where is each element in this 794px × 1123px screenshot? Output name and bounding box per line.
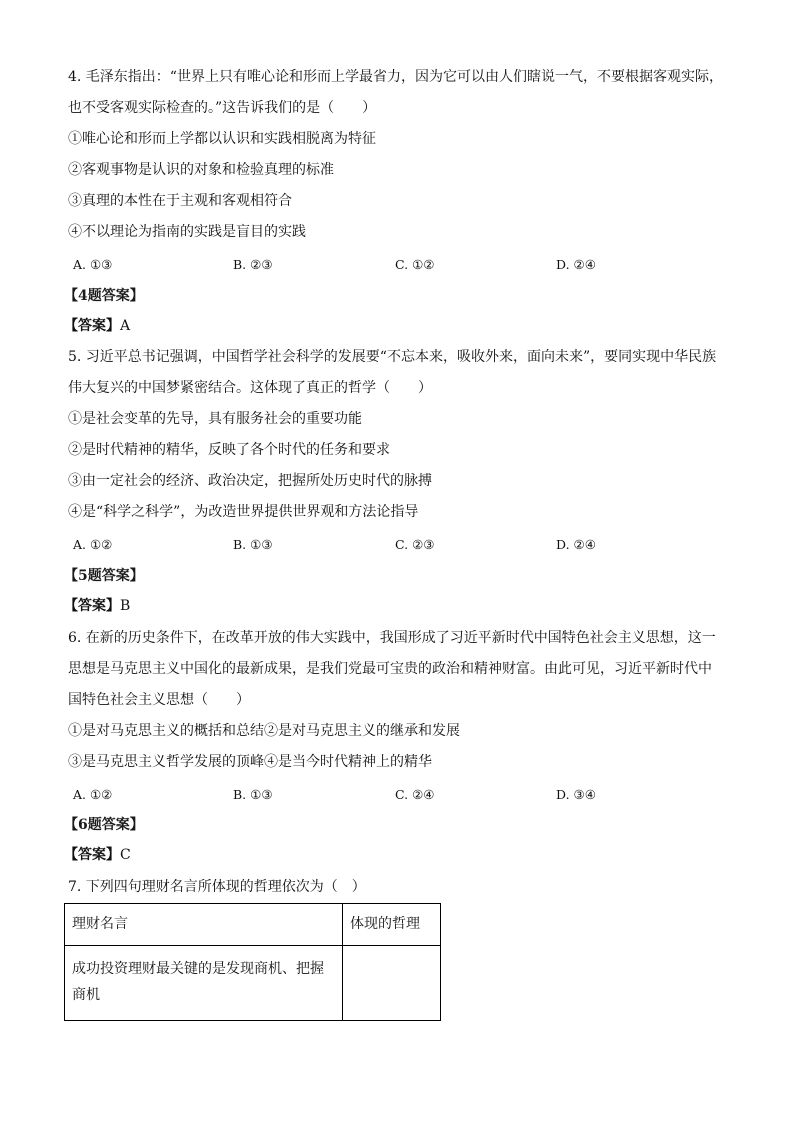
q4-item-4: ④不以理论为指南的实践是盲目的实践 — [68, 224, 306, 240]
q4-stem-line2: 也不受客观实际检查的。”这告诉我们的是（ ） — [68, 100, 377, 116]
q4-option-b: B. ②③ — [233, 257, 273, 272]
q4-answer — [64, 317, 130, 335]
q4-item-1: ①唯心论和形而上学都以认识和实践相脱离为特征 — [68, 131, 376, 147]
q5-option-d: D. ②④ — [556, 537, 596, 552]
q5-item-2: ②是时代精神的精华，反映了各个时代的任务和要求 — [68, 442, 390, 458]
q4-section-label: 【4题答案】 — [64, 288, 144, 304]
q5-item-1: ①是社会变革的先导，具有服务社会的重要功能 — [68, 411, 362, 427]
q4-item-3: ③真理的本性在于主观和客观相符合 — [68, 193, 292, 209]
q6-answer — [64, 846, 131, 864]
table-cell-philosophy-text — [343, 946, 440, 956]
table-header-philosophy — [343, 904, 441, 946]
q5-item-4: ④是“科学之科学”，为改造世界提供世界观和方法论指导 — [68, 504, 419, 520]
table-row — [65, 946, 441, 1021]
q4-answer-value: A — [120, 318, 131, 334]
q5-stem-line2: 伟大复兴的中国梦紧密结合。这体现了真正的哲学（ ） — [68, 380, 432, 396]
q4-option-a: A. ①③ — [73, 257, 113, 272]
q7-stem: 7. 下列四句理财名言所体现的哲理依次为（ ） — [68, 879, 366, 895]
table-cell-philosophy — [343, 946, 441, 1021]
q4-item-2: ②客观事物是认识的对象和检验真理的标准 — [68, 162, 334, 178]
table-header-philosophy-text: 体现的哲理 — [350, 916, 420, 932]
q6-answer-tag: 【答案】 — [64, 847, 120, 863]
q6-item-2: ③是马克思主义哲学发展的顶峰④是当今时代精神上的精华 — [68, 754, 432, 770]
q6-item-1: ①是对马克思主义的概括和总结②是对马克思主义的继承和发展 — [68, 723, 460, 739]
q6-option-c: C. ②④ — [395, 787, 435, 802]
q6-option-d: D. ③④ — [556, 787, 596, 802]
q7-table — [64, 903, 441, 1021]
q5-answer — [64, 597, 130, 615]
q4-option-d: D. ②④ — [556, 257, 596, 272]
q6-stem-line3: 国特色社会主义思想（ ） — [68, 692, 250, 708]
q5-answer-value: B — [120, 598, 131, 614]
table-cell-quote — [65, 946, 343, 1021]
q6-option-b: B. ①③ — [233, 787, 273, 802]
q4-answer-tag: 【答案】 — [64, 318, 120, 334]
q6-section-label: 【6题答案】 — [64, 817, 144, 833]
q6-option-a: A. ①② — [73, 787, 113, 802]
q5-option-b: B. ①③ — [233, 537, 273, 552]
q5-item-3: ③由一定社会的经济、政治决定，把握所处历史时代的脉搏 — [68, 473, 432, 489]
table-header-row — [65, 904, 441, 946]
q5-option-a: A. ①② — [73, 537, 113, 552]
q6-stem-line2: 思想是马克思主义中国化的最新成果，是我们党最可宝贵的政治和精神财富。由此可见，习近平新时代中 — [68, 661, 712, 677]
q5-option-c: C. ②③ — [395, 537, 435, 552]
q4-option-c: C. ①② — [395, 257, 435, 272]
q6-stem-line1: 6. 在新的历史条件下，在改革开放的伟大实践中，我国形成了习近平新时代中国特色社会主义思想，这一 — [68, 630, 716, 646]
q6-answer-value: C — [120, 847, 131, 863]
table-header-quote — [65, 904, 343, 946]
table-cell-quote-text: 成功投资理财最关键的是发现商机、把握商机 — [72, 961, 324, 1003]
table-header-quote-text: 理财名言 — [72, 916, 128, 932]
q5-stem-line1: 5. 习近平总书记强调，中国哲学社会科学的发展要“不忘本来，吸收外来，面向未来”，要同实现中华民族 — [68, 349, 717, 365]
q5-answer-tag: 【答案】 — [64, 598, 120, 614]
q5-section-label: 【5题答案】 — [64, 568, 144, 584]
q4-stem-line1: 4. 毛泽东指出：“世界上只有唯心论和形而上学最省力，因为它可以由人们瞎说一气，不要根据客观实际， — [68, 69, 723, 85]
